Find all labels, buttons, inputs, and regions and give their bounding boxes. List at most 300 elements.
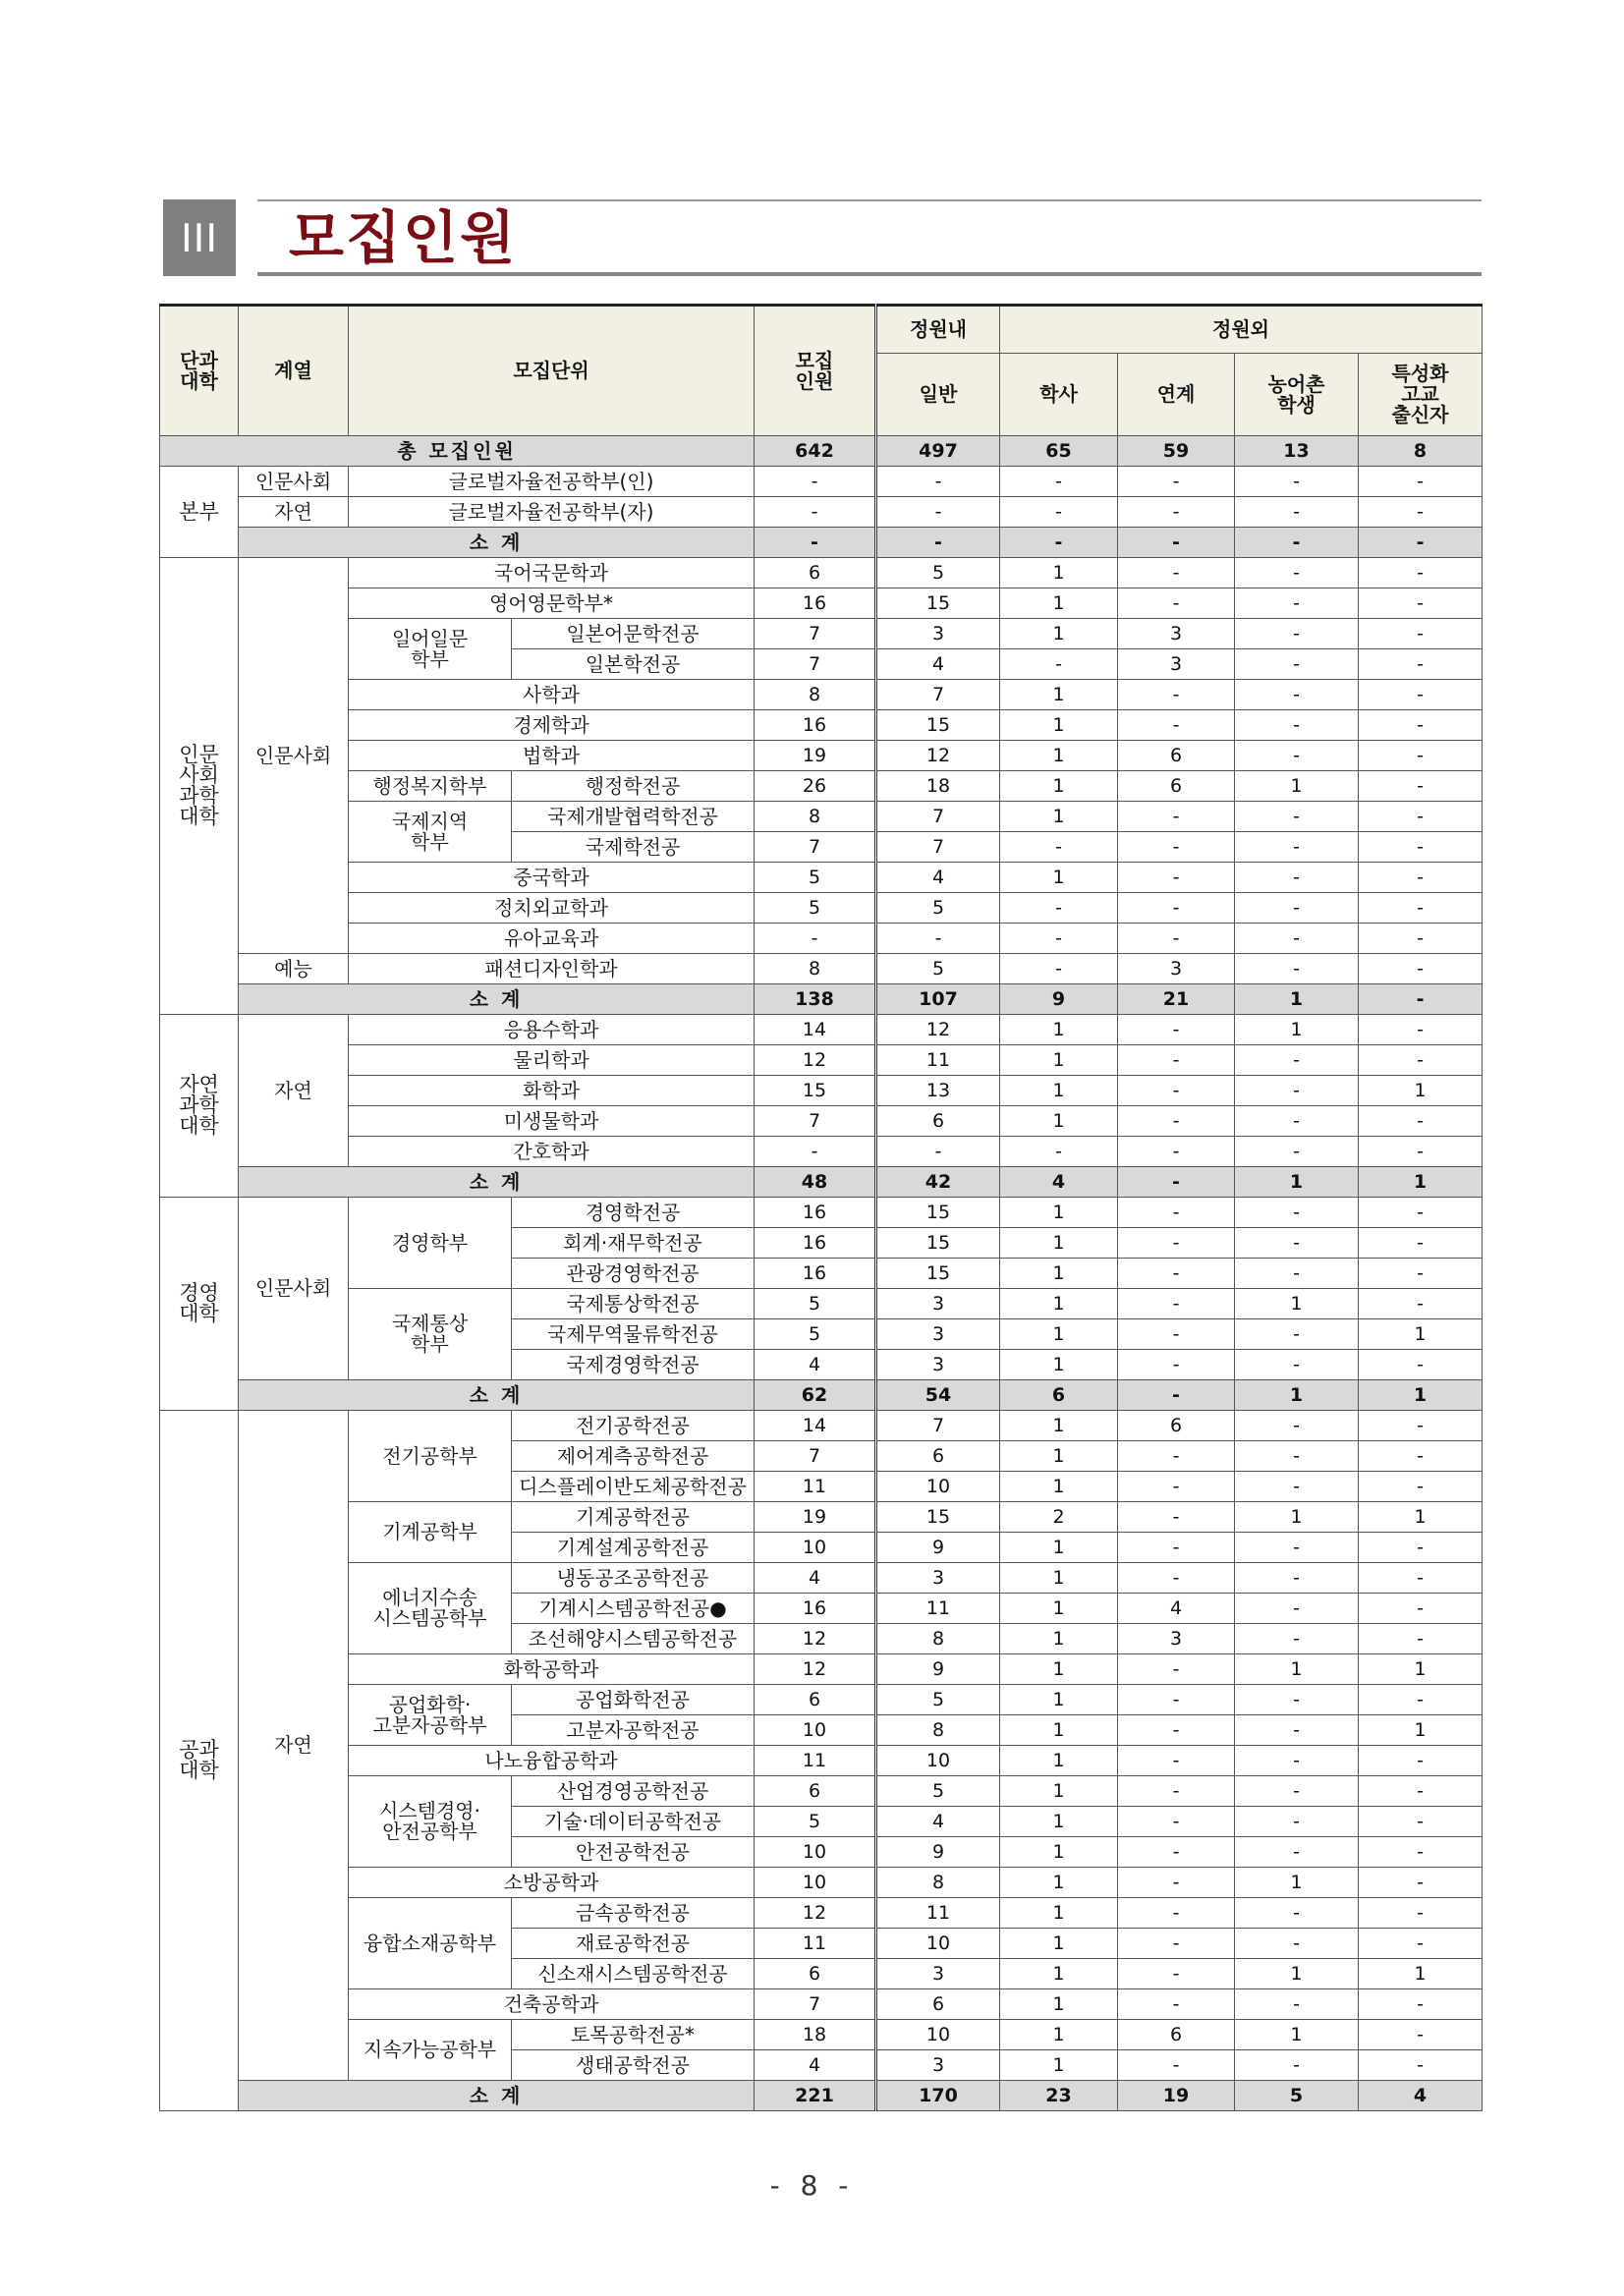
value-linked: 6 — [1118, 1411, 1235, 1441]
value-linked: - — [1118, 1259, 1235, 1289]
table-row — [160, 2020, 1483, 2050]
value-special: - — [1359, 467, 1483, 497]
value-rural: - — [1235, 1350, 1359, 1380]
value-linked: - — [1118, 558, 1235, 588]
value-bachelor: 1 — [1000, 1289, 1118, 1319]
value-rural: - — [1235, 588, 1359, 619]
value-special: - — [1359, 1350, 1483, 1380]
field-cell: 예능 — [239, 954, 349, 984]
grand-total-total: 642 — [755, 436, 876, 467]
value-special: - — [1359, 649, 1483, 680]
value-general: 9 — [876, 1837, 1000, 1868]
subtotal-total: 48 — [755, 1167, 876, 1198]
table-row — [160, 1198, 1483, 1228]
subtotal-total: 138 — [755, 984, 876, 1015]
value-linked: - — [1118, 710, 1235, 741]
value-bachelor: 1 — [1000, 1959, 1118, 1989]
table-row — [160, 1746, 1483, 1776]
college-name: 본부 — [179, 499, 219, 524]
value-bachelor: 1 — [1000, 1411, 1118, 1441]
value-total: 10 — [755, 1533, 876, 1563]
unit-parent-label: 융합소재공학부 — [363, 1931, 497, 1955]
value-total: 16 — [755, 1228, 876, 1259]
value-general: 12 — [876, 1015, 1000, 1045]
unit-parent — [349, 2020, 512, 2081]
value-general: 11 — [876, 1594, 1000, 1624]
subtotal-special: 4 — [1359, 2081, 1483, 2111]
value-bachelor: 1 — [1000, 1563, 1118, 1594]
value-total: 16 — [755, 588, 876, 619]
unit-major: 관광경영학전공 — [512, 1259, 755, 1289]
unit-parent-label: 국제지역 학부 — [391, 809, 469, 854]
value-bachelor: 1 — [1000, 802, 1118, 832]
value-total: 7 — [755, 649, 876, 680]
value-bachelor: 1 — [1000, 1350, 1118, 1380]
value-linked: - — [1118, 1015, 1235, 1045]
unit-parent — [349, 1289, 512, 1380]
table-row — [160, 1289, 1483, 1319]
value-rural: 1 — [1235, 1289, 1359, 1319]
value-total: 5 — [755, 1289, 876, 1319]
unit-parent-label: 국제통상 학부 — [391, 1312, 469, 1356]
value-total: 8 — [755, 802, 876, 832]
subtotal-special: - — [1359, 984, 1483, 1015]
value-general: 10 — [876, 1472, 1000, 1502]
value-rural: - — [1235, 649, 1359, 680]
unit-parent-label: 일어일문 학부 — [391, 626, 469, 671]
value-linked: 3 — [1118, 1624, 1235, 1654]
header-field: 계열 — [239, 306, 349, 436]
value-general: - — [876, 924, 1000, 954]
table-row — [160, 1989, 1483, 2020]
subtotal-bachelor: 23 — [1000, 2081, 1118, 2111]
value-rural: - — [1235, 680, 1359, 710]
value-linked: 3 — [1118, 619, 1235, 649]
value-rural: 1 — [1235, 771, 1359, 802]
unit-major: 행정학전공 — [512, 771, 755, 802]
value-linked: - — [1118, 1076, 1235, 1106]
unit-major: 공업화학전공 — [512, 1685, 755, 1715]
value-total: 15 — [755, 1076, 876, 1106]
subtotal-total: 62 — [755, 1380, 876, 1411]
value-rural: - — [1235, 1259, 1359, 1289]
value-special: - — [1359, 1624, 1483, 1654]
value-general: 3 — [876, 1350, 1000, 1380]
value-linked: - — [1118, 1045, 1235, 1076]
value-special: - — [1359, 832, 1483, 863]
value-rural: - — [1235, 558, 1359, 588]
value-total: 12 — [755, 1045, 876, 1076]
value-rural: 1 — [1235, 2020, 1359, 2050]
value-general: 15 — [876, 1228, 1000, 1259]
value-special: - — [1359, 1685, 1483, 1715]
unit-major: 회계·재무학전공 — [512, 1228, 755, 1259]
value-linked: - — [1118, 467, 1235, 497]
unit-major: 기계시스템공학전공● — [512, 1594, 755, 1624]
value-rural: - — [1235, 467, 1359, 497]
subtotal-rural: 1 — [1235, 984, 1359, 1015]
subtotal-general: 54 — [876, 1380, 1000, 1411]
heading-rule-bottom — [257, 272, 1482, 276]
grand-total-bachelor: 65 — [1000, 436, 1118, 467]
value-linked: - — [1118, 1746, 1235, 1776]
section-number: III — [163, 199, 236, 276]
value-linked: - — [1118, 1228, 1235, 1259]
value-special: - — [1359, 1106, 1483, 1137]
value-general: 10 — [876, 1746, 1000, 1776]
value-general: 6 — [876, 1106, 1000, 1137]
value-bachelor: 1 — [1000, 1715, 1118, 1746]
value-general: - — [876, 1137, 1000, 1167]
value-bachelor: 1 — [1000, 1076, 1118, 1106]
unit-parent-label: 에너지수송 시스템공학부 — [372, 1586, 487, 1630]
value-special: - — [1359, 1594, 1483, 1624]
value-total: 10 — [755, 1715, 876, 1746]
table-row — [160, 1654, 1483, 1685]
value-total: 8 — [755, 954, 876, 984]
value-bachelor: 1 — [1000, 1868, 1118, 1898]
table-row — [160, 1898, 1483, 1929]
value-total: 5 — [755, 1319, 876, 1350]
college-cell — [160, 558, 239, 1015]
unit-name: 글로벌자율전공학부(자) — [349, 497, 755, 528]
table-row — [160, 588, 1483, 619]
unit-major: 일본어문학전공 — [512, 619, 755, 649]
header-bachelor: 학사 — [1000, 354, 1118, 436]
unit-major: 디스플레이반도체공학전공 — [512, 1472, 755, 1502]
value-total: 6 — [755, 1685, 876, 1715]
value-rural: - — [1235, 710, 1359, 741]
value-general: 15 — [876, 1502, 1000, 1533]
table-row — [160, 1106, 1483, 1137]
college-name: 자연 과학 대학 — [179, 1073, 219, 1138]
value-total: 4 — [755, 2050, 876, 2081]
table-row — [160, 1563, 1483, 1594]
subtotal-rural: 5 — [1235, 2081, 1359, 2111]
value-bachelor: 1 — [1000, 1319, 1118, 1350]
value-linked: - — [1118, 1533, 1235, 1563]
value-special: - — [1359, 1746, 1483, 1776]
value-total: 4 — [755, 1563, 876, 1594]
value-general: 3 — [876, 1959, 1000, 1989]
unit-name: 영어영문학부* — [349, 588, 755, 619]
value-special: - — [1359, 1289, 1483, 1319]
value-rural: 1 — [1235, 1502, 1359, 1533]
value-special: - — [1359, 1776, 1483, 1807]
value-special: - — [1359, 771, 1483, 802]
unit-major: 국제무역물류학전공 — [512, 1319, 755, 1350]
value-general: 8 — [876, 1868, 1000, 1898]
value-special: - — [1359, 802, 1483, 832]
value-special: - — [1359, 1533, 1483, 1563]
value-special: 1 — [1359, 1076, 1483, 1106]
unit-major: 재료공학전공 — [512, 1929, 755, 1959]
value-rural: - — [1235, 1776, 1359, 1807]
unit-name: 간호학과 — [349, 1137, 755, 1167]
value-total: 8 — [755, 680, 876, 710]
unit-parent-label: 기계공학부 — [382, 1520, 477, 1543]
value-special: 1 — [1359, 1502, 1483, 1533]
subtotal-linked: - — [1118, 528, 1235, 558]
value-special: - — [1359, 1259, 1483, 1289]
value-total: 10 — [755, 1868, 876, 1898]
table-row — [160, 893, 1483, 924]
unit-name: 화학과 — [349, 1076, 755, 1106]
value-general: 7 — [876, 832, 1000, 863]
value-linked: - — [1118, 1654, 1235, 1685]
value-total: 4 — [755, 1350, 876, 1380]
value-special: - — [1359, 588, 1483, 619]
unit-major: 조선해양시스템공학전공 — [512, 1624, 755, 1654]
unit-name: 글로벌자율전공학부(인) — [349, 467, 755, 497]
value-special: - — [1359, 1228, 1483, 1259]
value-rural: - — [1235, 1137, 1359, 1167]
value-linked: - — [1118, 1959, 1235, 1989]
subtotal-label: 소 계 — [239, 528, 755, 558]
value-rural: - — [1235, 1807, 1359, 1837]
value-general: 15 — [876, 710, 1000, 741]
unit-major: 제어계측공학전공 — [512, 1441, 755, 1472]
value-linked: - — [1118, 1563, 1235, 1594]
unit-parent — [349, 1411, 512, 1502]
value-bachelor: 1 — [1000, 588, 1118, 619]
grand-total-special: 8 — [1359, 436, 1483, 467]
value-linked: - — [1118, 1989, 1235, 2020]
college-cell — [160, 1015, 239, 1198]
subtotal-rural: - — [1235, 528, 1359, 558]
value-linked: - — [1118, 497, 1235, 528]
value-bachelor: - — [1000, 893, 1118, 924]
value-special: - — [1359, 2020, 1483, 2050]
unit-major: 냉동공조공학전공 — [512, 1563, 755, 1594]
value-rural: 1 — [1235, 1868, 1359, 1898]
subtotal-row — [160, 528, 1483, 558]
subtotal-general: 170 — [876, 2081, 1000, 2111]
value-general: 5 — [876, 1776, 1000, 1807]
value-rural: - — [1235, 1685, 1359, 1715]
value-linked: - — [1118, 1472, 1235, 1502]
value-bachelor: 1 — [1000, 2020, 1118, 2050]
value-general: 10 — [876, 2020, 1000, 2050]
header-within: 정원내 — [876, 306, 1000, 354]
value-special: - — [1359, 893, 1483, 924]
unit-major: 기계설계공학전공 — [512, 1533, 755, 1563]
value-rural: - — [1235, 924, 1359, 954]
subtotal-rural: 1 — [1235, 1380, 1359, 1411]
table-row — [160, 863, 1483, 893]
subtotal-row — [160, 1167, 1483, 1198]
grand-total-general: 497 — [876, 436, 1000, 467]
value-rural: - — [1235, 1746, 1359, 1776]
value-special: - — [1359, 1198, 1483, 1228]
header-linked: 연계 — [1118, 354, 1235, 436]
value-total: - — [755, 924, 876, 954]
value-total: 10 — [755, 1837, 876, 1868]
value-general: 5 — [876, 893, 1000, 924]
unit-parent-label: 전기공학부 — [382, 1443, 477, 1468]
value-total: 6 — [755, 558, 876, 588]
value-special: - — [1359, 1563, 1483, 1594]
value-rural: - — [1235, 1563, 1359, 1594]
college-cell — [160, 1411, 239, 2111]
value-rural: - — [1235, 1441, 1359, 1472]
subtotal-row — [160, 2081, 1483, 2111]
value-bachelor: 1 — [1000, 1746, 1118, 1776]
value-rural: 1 — [1235, 1959, 1359, 1989]
value-general: 8 — [876, 1715, 1000, 1746]
value-total: 16 — [755, 710, 876, 741]
value-bachelor: 1 — [1000, 1533, 1118, 1563]
subtotal-special: - — [1359, 528, 1483, 558]
unit-parent-label: 시스템경영· 안전공학부 — [379, 1799, 480, 1843]
unit-name: 정치외교학과 — [349, 893, 755, 924]
value-linked: - — [1118, 802, 1235, 832]
value-bachelor: - — [1000, 467, 1118, 497]
value-special: - — [1359, 1989, 1483, 2020]
table-row — [160, 1137, 1483, 1167]
table-row — [160, 954, 1483, 984]
college-name: 경영 대학 — [179, 1281, 219, 1325]
value-general: 9 — [876, 1533, 1000, 1563]
field-cell: 자연 — [239, 497, 349, 528]
value-linked: - — [1118, 924, 1235, 954]
value-general: - — [876, 467, 1000, 497]
value-bachelor: - — [1000, 924, 1118, 954]
value-bachelor: 1 — [1000, 1929, 1118, 1959]
unit-parent — [349, 1898, 512, 1989]
unit-major: 토목공학전공* — [512, 2020, 755, 2050]
value-general: 6 — [876, 1989, 1000, 2020]
value-total: 11 — [755, 1929, 876, 1959]
unit-name: 소방공학과 — [349, 1868, 755, 1898]
unit-parent-label: 지속가능공학부 — [363, 2038, 497, 2061]
value-total: 19 — [755, 741, 876, 771]
unit-name: 유아교육과 — [349, 924, 755, 954]
value-total: 16 — [755, 1198, 876, 1228]
unit-parent — [349, 1776, 512, 1868]
subtotal-label: 소 계 — [239, 1380, 755, 1411]
value-total: 11 — [755, 1746, 876, 1776]
value-total: 18 — [755, 2020, 876, 2050]
field-cell: 인문사회 — [239, 1198, 349, 1380]
value-general: 15 — [876, 1259, 1000, 1289]
value-rural: - — [1235, 619, 1359, 649]
value-special: - — [1359, 497, 1483, 528]
college-cell — [160, 1198, 239, 1411]
value-bachelor: 1 — [1000, 1685, 1118, 1715]
value-linked: 6 — [1118, 741, 1235, 771]
value-linked: - — [1118, 1807, 1235, 1837]
subtotal-linked: - — [1118, 1380, 1235, 1411]
value-rural: - — [1235, 1228, 1359, 1259]
header-general: 일반 — [876, 354, 1000, 436]
value-bachelor: 1 — [1000, 558, 1118, 588]
table-row — [160, 680, 1483, 710]
value-total: 14 — [755, 1015, 876, 1045]
unit-name: 사학과 — [349, 680, 755, 710]
unit-major: 전기공학전공 — [512, 1411, 755, 1441]
subtotal-bachelor: 9 — [1000, 984, 1118, 1015]
table-row — [160, 558, 1483, 588]
value-special: - — [1359, 741, 1483, 771]
value-bachelor: 1 — [1000, 1228, 1118, 1259]
value-total: - — [755, 497, 876, 528]
subtotal-total: - — [755, 528, 876, 558]
value-total: 12 — [755, 1654, 876, 1685]
value-bachelor: 1 — [1000, 863, 1118, 893]
value-special: 1 — [1359, 1654, 1483, 1685]
value-rural: - — [1235, 954, 1359, 984]
table-row — [160, 1502, 1483, 1533]
unit-major: 금속공학전공 — [512, 1898, 755, 1929]
table-row — [160, 1776, 1483, 1807]
value-linked: - — [1118, 1776, 1235, 1807]
value-linked: - — [1118, 1929, 1235, 1959]
unit-parent-label: 행정복지학부 — [372, 773, 487, 798]
value-bachelor: 1 — [1000, 619, 1118, 649]
subtotal-label: 소 계 — [239, 984, 755, 1015]
table-row — [160, 802, 1483, 832]
subtotal-linked: - — [1118, 1167, 1235, 1198]
value-linked: - — [1118, 1715, 1235, 1746]
value-general: 9 — [876, 1654, 1000, 1685]
subtotal-bachelor: 4 — [1000, 1167, 1118, 1198]
value-total: 7 — [755, 832, 876, 863]
value-special: - — [1359, 1137, 1483, 1167]
value-bachelor: 1 — [1000, 2050, 1118, 2081]
value-special: 1 — [1359, 1319, 1483, 1350]
value-total: 5 — [755, 893, 876, 924]
value-linked: - — [1118, 1685, 1235, 1715]
value-bachelor: - — [1000, 832, 1118, 863]
table-row — [160, 1868, 1483, 1898]
unit-major: 국제개발협력학전공 — [512, 802, 755, 832]
value-rural: - — [1235, 1319, 1359, 1350]
value-total: - — [755, 467, 876, 497]
value-linked: 6 — [1118, 2020, 1235, 2050]
value-special: - — [1359, 1015, 1483, 1045]
value-rural: - — [1235, 1045, 1359, 1076]
value-special: - — [1359, 1411, 1483, 1441]
value-general: 5 — [876, 954, 1000, 984]
value-bachelor: 1 — [1000, 1015, 1118, 1045]
heading-rule-top — [257, 199, 1482, 201]
unit-name: 중국학과 — [349, 863, 755, 893]
unit-major: 국제경영학전공 — [512, 1350, 755, 1380]
value-bachelor: 1 — [1000, 1045, 1118, 1076]
subtotal-general: 42 — [876, 1167, 1000, 1198]
value-general: 13 — [876, 1076, 1000, 1106]
field-cell: 자연 — [239, 1015, 349, 1167]
value-general: 10 — [876, 1929, 1000, 1959]
value-total: 5 — [755, 863, 876, 893]
value-linked: - — [1118, 1106, 1235, 1137]
value-rural: - — [1235, 893, 1359, 924]
value-total: 19 — [755, 1502, 876, 1533]
unit-major: 경영학전공 — [512, 1198, 755, 1228]
header-rural: 농어촌 학생 — [1235, 354, 1359, 436]
unit-name: 응용수학과 — [349, 1015, 755, 1045]
value-linked: - — [1118, 1441, 1235, 1472]
value-rural: - — [1235, 1929, 1359, 1959]
value-general: 3 — [876, 619, 1000, 649]
header-outside: 정원외 — [1000, 306, 1483, 354]
table-row — [160, 467, 1483, 497]
unit-major: 기계공학전공 — [512, 1502, 755, 1533]
value-linked: - — [1118, 1898, 1235, 1929]
value-general: 15 — [876, 1198, 1000, 1228]
value-special: - — [1359, 863, 1483, 893]
